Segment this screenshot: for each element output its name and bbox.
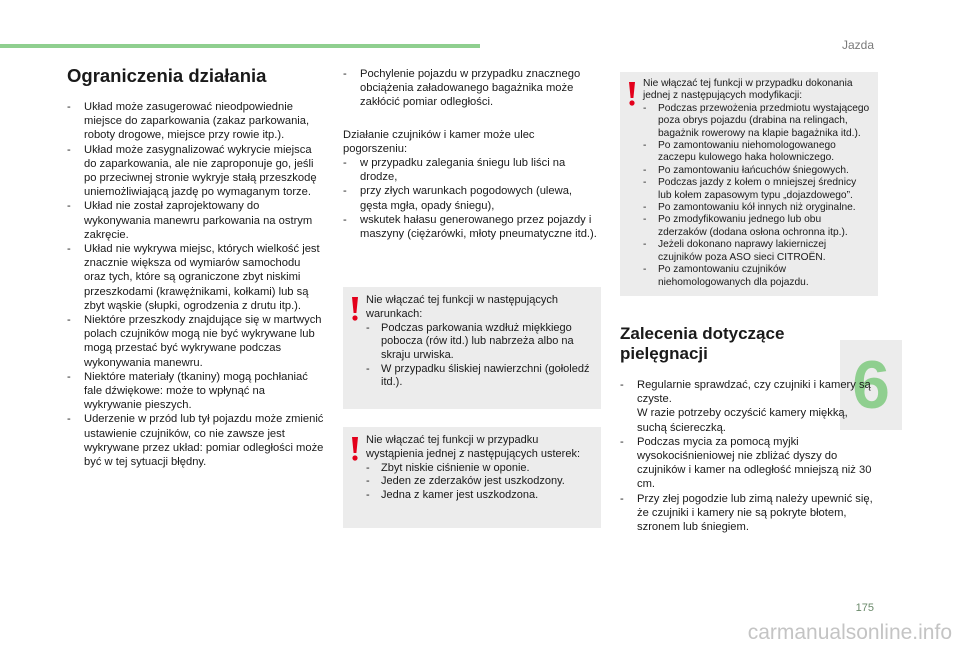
list-item: - wskutek hałasu generowanego przez pojazdy i maszyny (ciężarówki, młoty pneumatyczne itd.). [343, 213, 601, 241]
section-label: Jazda [841, 38, 874, 52]
column-conditions [343, 67, 601, 528]
care-title-line1: Zalecenia dotyczące [620, 323, 785, 343]
disturb-intro: Działanie czujników i kamer może ulec pogorszeniu: [343, 128, 535, 155]
list-item: - Układ może zasygnalizować wykrycie miejsca do zaparkowania, ale nie zaproponuje go, jeśli po przeciwnej stronie wykryje stałą przeszkodę uniemożliwiającą jazdę po wymaganym torze. [67, 143, 325, 200]
care-item-text: Podczas mycia za pomocą myjki wysokociśnieniowej nie zbliżać dyszy do czujników i kamer na odległość mniejszą niż 30 cm. [637, 435, 872, 491]
list-item: - Zbyt niskie ciśnienie w oponie. [366, 462, 593, 476]
care-title [620, 324, 878, 364]
list-item: - Po zamontowaniu kół innych niż oryginalne. [643, 202, 870, 214]
list-item: - Podczas przewożenia przedmiotu wystającego poza obrys pojazdu (drabina na relingach, bagażnik rowerowy na klapie bagażnika itd.). [643, 103, 870, 140]
disturb-list [343, 156, 601, 241]
list-item: - Układ może zasugerować nieodpowiednie miejsce do zaparkowania (zakaz parkowania, roboty drogowe, miejsce przy rowie itp.). [67, 100, 325, 143]
list-item: - W przypadku śliskiej nawierzchni (gołoledź itd.). [366, 363, 593, 390]
list-item: - Układ nie został zaprojektowany do wykonywania manewru parkowania na ostrym zakręcie. [67, 199, 325, 242]
list-item [620, 378, 878, 435]
list-item: - Po zamontowaniu niehomologowanego zaczepu kulowego haka holowniczego. [643, 140, 870, 165]
page-number: 175 [855, 602, 874, 614]
care-list [620, 378, 878, 534]
list-item: - Niektóre materiały (tkaniny) mogą pochłaniać fale dźwiękowe: może to wpłynąć na wykrywanie pieszych. [67, 370, 325, 413]
list-item: - Pochylenie pojazdu w przypadku znacznego obciążenia załadowanego bagażnika może zakłócić pomiar odległości. [343, 67, 601, 110]
list-item: - Uderzenie w przód lub tył pojazdu może zmienić ustawienie czujników, co nie zawsze jest wykrywane przez układ: pomiar odległości może być w tej sytuacji błędny. [67, 412, 325, 469]
column-limitations [67, 64, 325, 469]
warning-list [643, 103, 870, 289]
warning-box-modifications [620, 72, 878, 296]
exclamation-icon [349, 437, 361, 461]
list-item: - Jeden ze zderzaków jest uszkodzony. [366, 475, 593, 489]
warning-intro: Nie włączać tej funkcji w przypadku dokonania jednej z następujących modyfikacji: [643, 78, 853, 102]
list-item [620, 435, 878, 492]
warning-list [366, 322, 593, 391]
watermark: carmanualsonline.info [747, 621, 952, 644]
care-item-text: Regularnie sprawdzać, czy czujniki i kamery są czyste. [637, 378, 871, 406]
chapter-tab: 6 [840, 340, 902, 430]
list-item: - w przypadku zalegania śniegu lub liści na drodze, [343, 156, 601, 184]
list-item: - Podczas parkowania wzdłuż miękkiego pobocza (rów itd.) lub nabrzeża albo na skraju urwiska. [366, 322, 593, 363]
warning-box-faults [343, 427, 601, 528]
exclamation-icon [626, 82, 638, 106]
list-item: - Jeżeli dokonano naprawy lakierniczej czujników poza ASO sieci CITROËN. [643, 239, 870, 264]
list-item: - Po zmodyfikowaniu jednego lub obu zderzaków (dodana osłona ochronna itp.). [643, 214, 870, 239]
care-item-text: Przy złej pogodzie lub zimą należy upewnić się, że czujniki i kamery nie są pokryte błotem, szronem lub śniegiem. [637, 492, 873, 533]
list-item: - Układ nie wykrywa miejsc, których wielkość jest znacznie większa od wymiarów samochodu oraz tych, które są ograniczone zbyt niskimi przeszkodami (krawężnikami, kołkami) lub są zbyt wąskie (słupki, ogrodzenia z drutu itp.). [67, 242, 325, 313]
warning-box-conditions [343, 287, 601, 409]
warning-list [366, 462, 593, 503]
load-list [343, 67, 601, 110]
list-item: - Po zamontowaniu czujników niehomologowanych dla pojazdu. [643, 264, 870, 289]
care-title-line2: pielęgnacji [620, 343, 708, 363]
header-accent-bar [0, 44, 480, 48]
exclamation-icon [349, 297, 361, 321]
warning-intro: Nie włączać tej funkcji w następujących warunkach: [366, 294, 558, 320]
list-item: - Niektóre przeszkody znajdujące się w martwych polach czujników mogą nie być wykrywane lub mogą przestać być wykrywane podczas wykonywania manewru. [67, 313, 325, 370]
care-item-extra: W razie potrzeby oczyścić kamery miękką, suchą ściereczką. [637, 407, 848, 434]
column-care [620, 72, 878, 534]
list-item: - Po zamontowaniu łańcuchów śniegowych. [643, 165, 870, 177]
list-item: - Podczas jazdy z kołem o mniejszej średnicy lub kołem zapasowym typu „dojazdowego”. [643, 177, 870, 202]
limitations-title: Ograniczenia działania [67, 65, 267, 86]
list-item: - Jedna z kamer jest uszkodzona. [366, 489, 593, 503]
list-item [620, 492, 878, 535]
list-item: - przy złych warunkach pogodowych (ulewa, gęsta mgła, opady śniegu), [343, 184, 601, 212]
limitations-list [67, 100, 325, 469]
warning-intro: Nie włączać tej funkcji w przypadku wystąpienia jednej z następujących usterek: [366, 434, 581, 460]
